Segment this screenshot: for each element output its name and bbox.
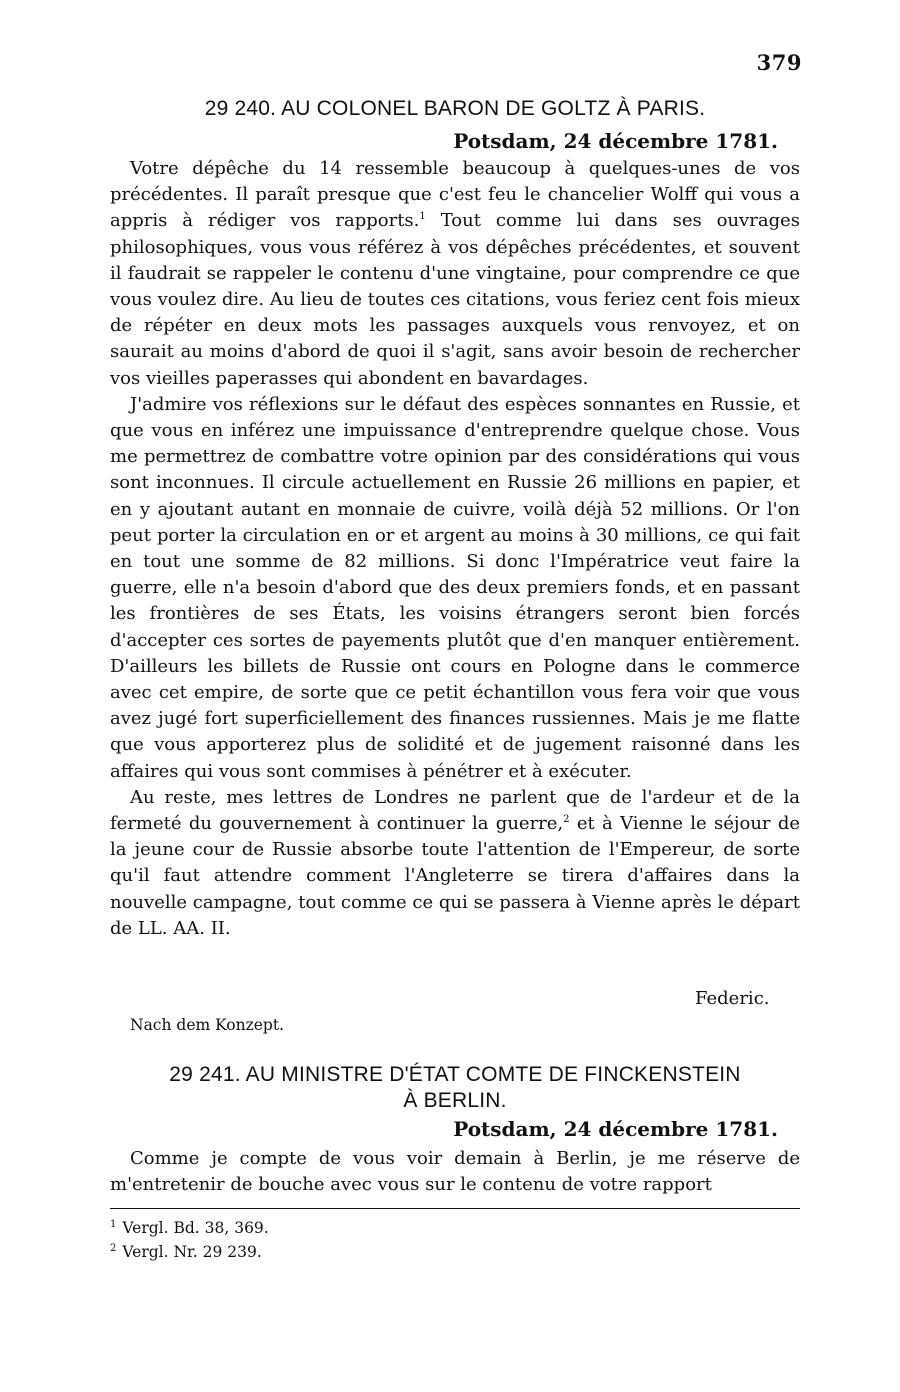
signature: Federic. <box>695 988 770 1009</box>
letter-heading-continued: À BERLIN. <box>403 1089 507 1112</box>
letter-dateline: Potsdam, 24 décembre 1781. <box>453 129 778 153</box>
letter-body <box>110 1146 800 1198</box>
paragraph: Au reste, mes lettres de Londres ne parlent que de l'ardeur et de la fermeté du gouvernement à continuer la guerre,$^2$ et à Vienne le séjour de la jeune cour de Russie absorbe toute l'attention de l'Empereur, de sorte qu'il faut attendre comment l'Angleterre se tirera d'affaires dans la nouvelle campagne, tout comme ce qui se passera à Vienne après le départ de LL. AA. II. <box>110 786 800 939</box>
letter-dateline: Potsdam, 24 décembre 1781. <box>453 1117 778 1141</box>
paragraph: Votre dépêche du 14 ressemble beaucoup à quelques-unes de vos précédentes. Il paraît presque que c'est feu le chancelier Wolff qui vous a appris à rédiger vos rapports.$^1$ Tout comme lui dans ses ouvrages philosophiques, vous vous référez à vos dépêches précédentes, et souvent il faudrait se rappeler le contenu d'une vingtaine, pour comprendre ce que vous voulez dire. Au lieu de toutes ces citations, vous feriez cent fois mieux de répéter en deux mots les passages auxquels vous renvoyez, et on saurait au moins d'abord de quoi il s'agit, sans avoir besoin de rechercher vos vieilles paperasses qui abondent en bavardages. <box>110 158 800 389</box>
letter-heading: 29 240. AU COLONEL BARON DE GOLTZ À PARIS. <box>204 97 706 120</box>
footnote: $^1$ Vergl. Bd. 38, 369. <box>110 1219 269 1238</box>
letter-body <box>110 156 800 942</box>
footnote-ref: 2 <box>563 814 570 826</box>
footnote-ref: 1 <box>419 211 426 223</box>
letter-heading: 29 241. AU MINISTRE D'ÉTAT COMTE DE FINCKENSTEIN <box>169 1063 741 1086</box>
page-number: 379 <box>756 50 802 75</box>
paragraph: Comme je compte de vous voir demain à Berlin, je me réserve de m'entretenir de bouche avec vous sur le contenu de votre rapport <box>110 1148 800 1196</box>
footnote-divider <box>110 1208 800 1209</box>
paragraph: J'admire vos réflexions sur le défaut des espèces sonnantes en Russie, et que vous en inférez une impuissance d'entreprendre quelque chose. Vous me permettrez de combattre votre opinion par des considérations qui vous sont inconnues. Il circule actuellement en Russie 26 millions en papier, et en y ajoutant autant en monnaie de cuivre, voilà déjà 52 millions. Or l'on peut porter la circulation en or et argent au moins à 30 millions, ce qui fait en tout une somme de 82 millions. Si donc l'Impératrice veut faire la guerre, elle n'a besoin d'abord que des deux premiers fonds, et en passant les frontières de ses États, les voisins étrangers seront bien forcés d'accepter ces sortes de payements plutôt que d'en manquer entièrement. D'ailleurs les billets de Russie ont cours en Pologne dans le commerce avec cet empire, de sorte que ce petit échantillon vous fera voir que vous avez jugé fort superficiellement des finances russiennes. Mais je me flatte que vous apporterez plus de solidité et de jugement raisonné dans les affaires qui vous sont commises à pénétrer et à exécuter. <box>110 393 800 782</box>
footnote: $^2$ Vergl. Nr. 29 239. <box>110 1243 262 1262</box>
source-note: Nach dem Konzept. <box>130 1016 285 1034</box>
